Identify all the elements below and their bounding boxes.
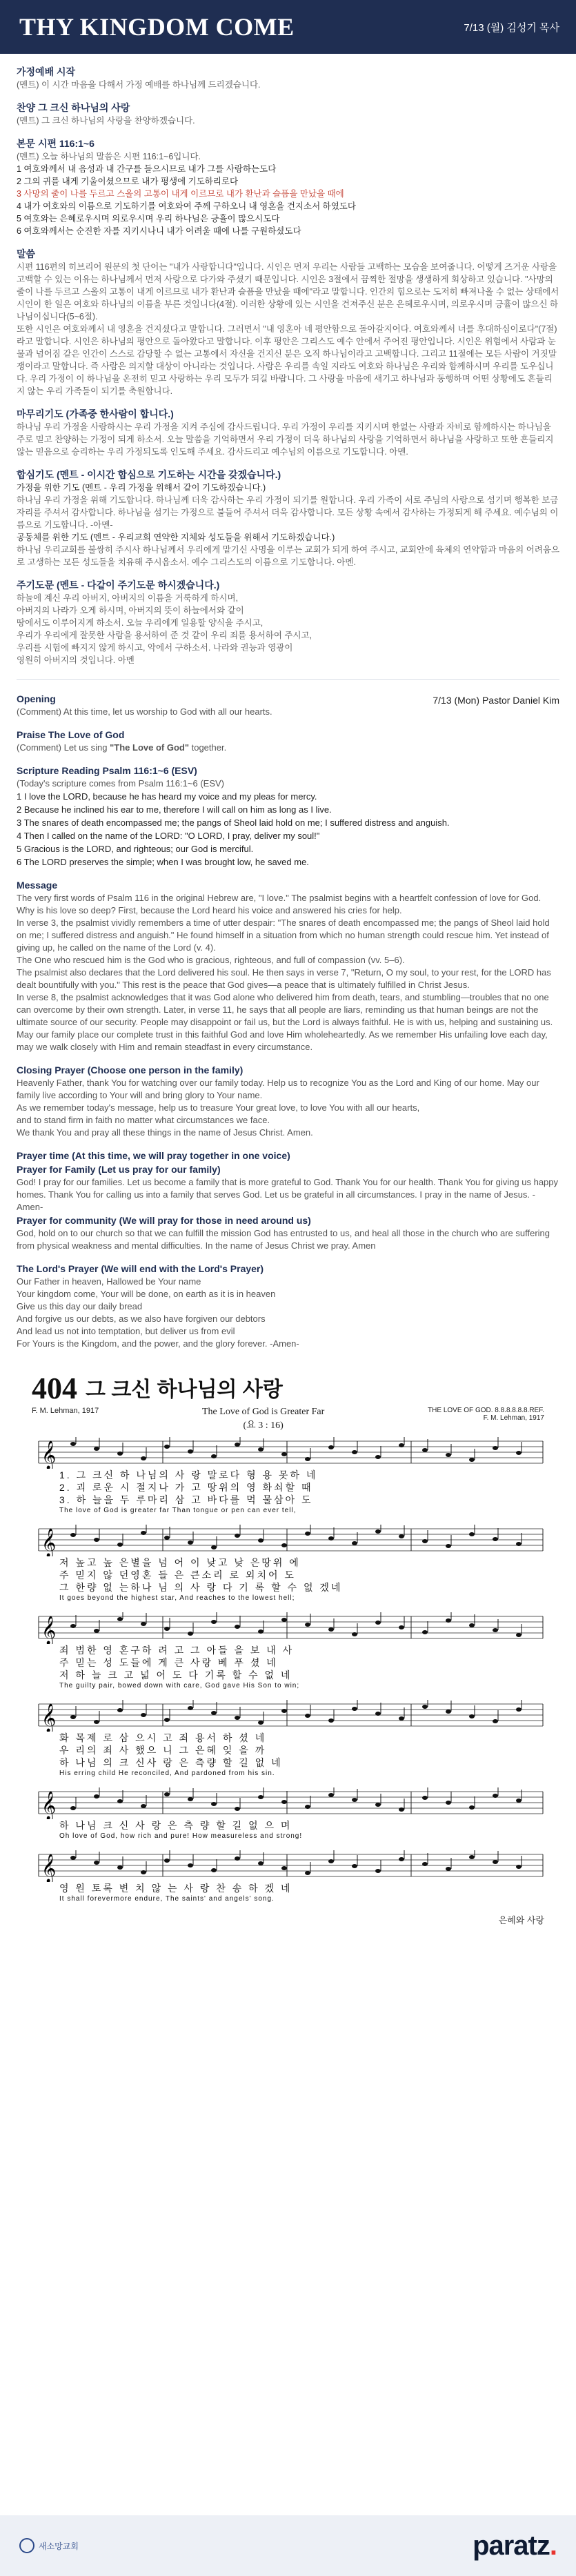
ko-verse: 1 여호와께서 내 음성과 내 간구를 들으시므로 내가 그를 사랑하는도다 bbox=[17, 164, 277, 174]
ko-lords-prayer-line: 영원히 아버지의 것입니다. 아멘 bbox=[17, 655, 135, 665]
music-staff bbox=[32, 1437, 546, 1469]
ko-closing bbox=[17, 407, 559, 458]
en-message-para: The One who rescued him is the God who is gracious, righteous, and full of compassion (vv. 5–6). bbox=[17, 955, 405, 965]
en-closing-line: and to stand firm in faith no matter what circumstances we face. bbox=[17, 1115, 270, 1125]
note-head bbox=[164, 1536, 170, 1540]
note-head bbox=[188, 1540, 193, 1545]
en-closing-line: Heavenly Father, thank You for watching over our family today. Help us to recognize You as the Lord and King of our home. May our family live according to Your will and bring glory to Your name. bbox=[17, 1078, 539, 1100]
note-head bbox=[235, 1716, 240, 1720]
content bbox=[0, 54, 576, 1926]
note-head bbox=[164, 1627, 170, 1631]
church-name: 새소망교회 bbox=[39, 2541, 79, 2551]
en-lords-prayer-heading: The Lord's Prayer (We will end with the Lord's Prayer) bbox=[17, 1263, 264, 1274]
note-head bbox=[328, 1859, 334, 1863]
note-head bbox=[281, 1618, 287, 1622]
note-head bbox=[422, 1539, 428, 1543]
ko-praise-heading: 찬양 그 크신 하나님의 사랑 bbox=[17, 102, 130, 113]
note-head bbox=[258, 1721, 264, 1725]
hymn-system bbox=[32, 1612, 544, 1690]
hymn-lyric-english: It goes beyond the highest star, And reaches to the lowest hell; bbox=[59, 1594, 295, 1602]
ko-praise-text: (멘트) 그 크신 하나님의 사랑을 찬양하겠습니다. bbox=[17, 116, 195, 126]
note-head bbox=[399, 1716, 404, 1721]
ko-prayer-time bbox=[17, 468, 559, 568]
note-head bbox=[375, 1803, 381, 1807]
treble-clef-icon: 𝄞 bbox=[41, 1616, 57, 1644]
en-message-para: The very first words of Psalm 116 in the original Hebrew are, "I love." The psalmist begins with a heartfelt confession of love for God. Why is his love so deep? First, because the Lord heard his voice and answered his cries for help. bbox=[17, 893, 542, 915]
hymn-subheader bbox=[32, 1407, 544, 1431]
note-head bbox=[141, 1804, 146, 1808]
hymn-lyric-korean: 화 목제 로 삼 으시 고 죄 용서 하 셨 네 bbox=[59, 1732, 267, 1743]
note-head bbox=[446, 1710, 451, 1714]
note-head bbox=[188, 1449, 193, 1454]
note-head bbox=[211, 1545, 217, 1549]
en-lords-prayer-line: For Yours is the Kingdom, and the power, and the glory forever. -Amen- bbox=[17, 1338, 299, 1349]
note-head bbox=[516, 1451, 522, 1455]
ko-lords-prayer bbox=[17, 578, 559, 666]
en-verse: 5 Gracious is the LORD, and righteous; our God is merciful. bbox=[17, 844, 254, 854]
note-head bbox=[469, 1458, 475, 1462]
note-head bbox=[281, 1866, 287, 1870]
note-head bbox=[258, 1629, 264, 1634]
note-head bbox=[399, 1534, 404, 1538]
hymn-composer-right: THE LOVE OF GOD. 8.8.8.8.8.8.REF. F. M. Lehman, 1917 bbox=[428, 1407, 544, 1422]
en-closing-heading: Closing Prayer (Choose one person in the family) bbox=[17, 1064, 244, 1076]
note-head bbox=[141, 1713, 146, 1717]
en-praise-post: together. bbox=[189, 742, 227, 753]
hymn-system bbox=[32, 1850, 544, 1903]
note-head bbox=[422, 1862, 428, 1866]
ko-closing-text: 하나님 우리 가정을 사랑하시는 우리 가정을 지켜 주심에 감사드립니다. 우리 가정이 우리를 지키시며 한없는 사랑과 자비로 함께하시는 하나님을 주로 믿고 찬양하는 가정이 되게 하소서. 오늘 말씀을 기억하면서 우리 가정이 더욱 하나님의 사랑을 기억하면서 하나님을 사랑하고 또한 흔들리지 않는 믿음으로 승리하는 우리 가정되도록 인도해 주세요. 감사드리고 예수님의 이름으로 기도합니다. 아멘. bbox=[17, 422, 554, 457]
note-head bbox=[446, 1544, 451, 1548]
note-head bbox=[164, 1718, 170, 1722]
note-head bbox=[117, 1708, 123, 1712]
en-scripture-heading: Scripture Reading Psalm 116:1~6 (ESV) bbox=[17, 765, 197, 776]
note-head bbox=[94, 1447, 99, 1451]
note-head bbox=[141, 1870, 146, 1874]
ko-lords-prayer-line: 땅에서도 이루어지게 하소서. 오늘 우리에게 일용할 양식을 주시고, bbox=[17, 618, 264, 628]
hymn-number: 404 bbox=[32, 1371, 77, 1405]
en-opening bbox=[17, 692, 559, 718]
note-head bbox=[235, 1807, 240, 1811]
note-head bbox=[258, 1795, 264, 1799]
hymn-lyric-korean: 저 높고 높 은별을 넘 어 이 낮고 낮 은땅위 에 bbox=[59, 1557, 301, 1568]
note-head bbox=[141, 1456, 146, 1460]
note-head bbox=[94, 1861, 99, 1865]
note-head bbox=[117, 1543, 123, 1547]
en-verse-list bbox=[17, 790, 559, 869]
en-praise-heading: Praise The Love of God bbox=[17, 729, 125, 740]
church-logo bbox=[19, 2538, 79, 2553]
section-divider bbox=[17, 679, 559, 680]
en-lords-prayer-line: And lead us not into temptation, but deliver us from evil bbox=[17, 1326, 235, 1336]
ko-community-prayer-text: 하나님 우리교회를 불쌍히 주시사 하나님께서 우리에게 맡기신 사명을 이루는 교회가 되게 하여 주시고, 교회안에 육체의 연약함과 마음의 어려움으로 고생하는 모든 성도들을 치유해 주시옵소서. 예수 그리스도의 이름으로 기도합니다. 아멘. bbox=[17, 545, 560, 567]
note-head bbox=[493, 1719, 498, 1723]
note-head bbox=[164, 1445, 170, 1449]
note-head bbox=[446, 1867, 451, 1871]
en-praise-text bbox=[17, 742, 559, 754]
hymn-lyric-english: The love of God is greater far Than tongue or pen can ever tell, bbox=[59, 1507, 297, 1514]
note-head bbox=[211, 1620, 217, 1624]
note-head bbox=[70, 1856, 76, 1860]
note-head bbox=[305, 1457, 310, 1461]
note-head bbox=[117, 1617, 123, 1621]
ko-lords-prayer-line: 우리가 우리에게 잘못한 사람을 용서하여 준 것 같이 우리 죄를 용서하여 주시고, bbox=[17, 631, 312, 640]
note-head bbox=[305, 1714, 310, 1718]
hymn-ref: (요 3 : 16) bbox=[243, 1420, 284, 1431]
note-head bbox=[211, 1802, 217, 1806]
hymn-lyric-korean: 3. 하 늘을 두 루마리 삼 고 바다를 먹 물삼아 도 bbox=[59, 1494, 313, 1505]
note-head bbox=[493, 1628, 498, 1632]
en-praise-pre: (Comment) Let us sing bbox=[17, 742, 110, 753]
note-head bbox=[469, 1714, 475, 1718]
note-head bbox=[281, 1452, 287, 1456]
english-section bbox=[17, 692, 559, 1350]
brand-logo bbox=[473, 2530, 557, 2562]
treble-clef-icon: 𝄞 bbox=[41, 1792, 57, 1819]
note-head bbox=[281, 1543, 287, 1547]
ko-verse: 3 사망의 줄이 나를 두르고 스올의 고통이 내게 이르므로 내가 환난과 슬픔을 만났을 때에 bbox=[17, 189, 344, 199]
hymn-system bbox=[32, 1787, 544, 1841]
hymn-lyric-korean: 그 한량 없 는하나 님 의 사 랑 다 기 록 할 수 없 겠네 bbox=[59, 1582, 343, 1593]
note-head bbox=[328, 1536, 334, 1540]
ko-scripture bbox=[17, 137, 559, 237]
hymn-lyric-english: Oh love of God, how rich and pure! How measureless and strong! bbox=[59, 1832, 303, 1840]
ko-verse-list bbox=[17, 163, 559, 237]
hymn-lyric-english: It shall forevermore endure, The saints' and angels' song. bbox=[59, 1895, 275, 1903]
note-head bbox=[375, 1869, 381, 1873]
en-community-prayer-heading: Prayer for community (We will pray for those in need around us) bbox=[17, 1215, 311, 1226]
hymn-lyric-english: His erring child He reconciled, And pardoned from his sin. bbox=[59, 1770, 275, 1777]
treble-clef-icon: 𝄞 bbox=[41, 1441, 57, 1469]
brand-dot: . bbox=[549, 2530, 557, 2561]
note-head bbox=[117, 1452, 123, 1456]
note-head bbox=[141, 1622, 146, 1626]
en-community-prayer-text: God, hold on to our church so that we can fulfill the mission God has entrusted to us, and heal all those in the church who are suffering from physical weakness and mental difficulties. In the name of Jesus Christ we pray. Amen bbox=[17, 1228, 550, 1251]
en-scripture bbox=[17, 764, 559, 869]
hymn-lyric-korean: 우 리의 죄 사 했으 니 그 은혜 잊 을 까 bbox=[59, 1745, 267, 1756]
hymn-score bbox=[32, 1437, 544, 1903]
en-praise-song: "The Love of God" bbox=[110, 742, 189, 753]
hymn-lyric-korean: 영 원 토록 변 치 않 는 사 랑 찬 송 하 겠 네 bbox=[59, 1883, 292, 1894]
page-title: THY KINGDOM COME bbox=[19, 13, 295, 41]
note-head bbox=[375, 1712, 381, 1716]
ko-message-para: 시편 116편의 히브리어 원문의 첫 단어는 "내가 사랑합니다"입니다. 시인은 먼저 우리는 사람들 고백하는 모습을 보여줍니다. 어떻게 즈거운 사랑을 고백할 수 있는 이유는 하나님께서 먼저 사랑으로 다가와 주셨기 때문입니다. 시인은 3절에서 끔찍한 절망을 생생하게 회상하고 있습니다. "사망의 줄이 나를 두르고 스올의 고통이 내게 이르므로 내가 환난과 슬픔을 만났을 때에"라고 말합니다. 인간의 힘으로는 도저히 빠져나올 수 없는 상태에서 시인이 한 일은 여호와 하나님의 이름을 부른 것입니다(4절). 이러한 상황에 있는 시인을 건져주신 분은 은혜로우시며, 의로우시며 긍휼이 많으신 하나님이십니다(5~6절). bbox=[17, 262, 559, 321]
en-message-para: In verse 3, the psalmist vividly remembers a time of utter despair: "The snares of death encompassed me; the pangs of Sheol laid hold on me; I suffered distress and anguish." He found himself in a situation from which no human strength could rescue him. Yet instead of giving up, he called on the name of the Lord (v. 4). bbox=[17, 918, 550, 953]
en-lords-prayer-line: Your kingdom come, Your will be done, on earth as it is in heaven bbox=[17, 1289, 276, 1299]
note-head bbox=[375, 1621, 381, 1625]
note-head bbox=[469, 1623, 475, 1627]
en-message bbox=[17, 878, 559, 1053]
hymn-sheet bbox=[17, 1371, 559, 1926]
note-head bbox=[70, 1806, 76, 1810]
note-head bbox=[352, 1450, 357, 1454]
hymn-subtitle: The Love of God is Greater Far bbox=[202, 1407, 325, 1417]
header-date: 7/13 (월) 김성기 목사 bbox=[464, 21, 559, 34]
hymn-lyric-korean: 주 믿지 않 던영혼 들 은 큰소리 로 외치어 도 bbox=[59, 1569, 296, 1581]
note-head bbox=[516, 1865, 522, 1869]
ko-lords-prayer-heading: 주기도문 (멘트 - 다같이 주기도문 하시겠습니다.) bbox=[17, 579, 220, 591]
music-staff bbox=[32, 1700, 546, 1732]
note-head bbox=[188, 1632, 193, 1636]
note-head bbox=[446, 1801, 451, 1805]
treble-clef-icon: 𝄞 bbox=[41, 1854, 57, 1882]
ko-message bbox=[17, 247, 559, 397]
note-head bbox=[422, 1630, 428, 1634]
hymn-lyric-korean: 2. 괴 로운 시 절지나 가 고 땅위의 영 화쇠할 때 bbox=[59, 1482, 313, 1493]
ko-message-heading: 말씀 bbox=[17, 248, 36, 259]
note-head bbox=[281, 1709, 287, 1713]
hymn-composer-left: F. M. Lehman, 1917 bbox=[32, 1407, 99, 1415]
hymn-lyric-english: The guilty pair, bowed down with care, God gave His Son to win; bbox=[59, 1682, 300, 1690]
note-head bbox=[258, 1538, 264, 1543]
en-closing-line: As we remember today's message, help us to treasure Your great love, to love You with all our hearts, bbox=[17, 1102, 420, 1113]
note-head bbox=[516, 1633, 522, 1637]
header-bar bbox=[0, 0, 576, 54]
note-head bbox=[328, 1445, 334, 1449]
ko-prayer-heading: 합심기도 (멘트 - 이시간 합심으로 기도하는 시간을 갖겠습니다.) bbox=[17, 469, 281, 480]
ko-opening bbox=[17, 65, 559, 91]
hymn-lyric-korean: 1. 그 크신 하 나님의 사 랑 말로다 형 용 못하 네 bbox=[59, 1469, 318, 1480]
en-lords-prayer-line: Our Father in heaven, Hallowed be Your name bbox=[17, 1276, 201, 1287]
note-head bbox=[399, 1857, 404, 1861]
note-head bbox=[305, 1532, 310, 1536]
en-message-para: May our family place our complete trust in this faithful God and love Him wholeheartedly. As we remember His unfailing love each day, may we walk closely with Him and remain steadfast in every circumstance. bbox=[17, 1029, 548, 1052]
note-head bbox=[469, 1532, 475, 1536]
ko-scripture-text: (멘트) 오늘 하나님의 말씀은 시편 116:1~6입니다. bbox=[17, 152, 201, 161]
note-head bbox=[235, 1534, 240, 1538]
note-head bbox=[258, 1447, 264, 1452]
ko-message-para: 또한 시인은 여호와께서 내 영혼을 건지셨다고 말합니다. 그러면서 "내 영혼아 네 평안함으로 돌아갈지어다. 여호와께서 너를 후대하심이로다"(7절)라고 말합니다. 시인은 하나님의 평안으로 돌아왔다고 말합니다. 이후 평안은 그리스도 예수 안에서 주어진 평안입니다. 시인은 위험에서 사람과 눈물과 넘어짐 같은 인간이 스스로 감당할 수 없는 고통에서 자신을 건지신 분은 오직 하나님이라고 고백합니다. 그리고 11절에는 모든 사람이 거짓말쟁이라고 말합니다. 즉 사람은 의지할 대상이 아니라는 것입니다. 사람은 우리를 속일 지라도 여호와 하나님은 우리와 함께하시며 우리를 도우십니다. 우리 가정이 이 하나님을 온전히 믿고 사랑하는 우리 모두가 되길 바랍니다. 그 사랑을 마음에 새기고 하나님과 동행하며 어떤 상황에도 흔들리지 않는 우리 가족들이 되기를 축원합니다. bbox=[17, 324, 557, 396]
note-head bbox=[188, 1863, 193, 1867]
note-head bbox=[94, 1720, 99, 1724]
hymn-lyric-korean: 주 믿는 성 도들에 게 큰 사랑 베 푸 셨 네 bbox=[59, 1657, 278, 1668]
note-head bbox=[117, 1865, 123, 1870]
en-message-heading: Message bbox=[17, 880, 58, 891]
note-head bbox=[352, 1707, 357, 1711]
ko-verse: 6 여호와께서는 순진한 자를 지키시나니 내가 어려울 때에 나를 구원하셨도다 bbox=[17, 226, 301, 236]
note-head bbox=[375, 1529, 381, 1534]
ko-verse: 2 그의 귀를 내게 기울이셨으므로 내가 평생에 기도하리로다 bbox=[17, 177, 239, 186]
en-opening-text: (Comment) At this time, let us worship to God with all our hearts. bbox=[17, 706, 272, 717]
en-lords-prayer-line: And forgive us our debts, as we also have forgiven our debtors bbox=[17, 1314, 266, 1324]
ko-lords-prayer-line: 우리를 시험에 빠지지 않게 하시고, 악에서 구하소서. 나라와 권능과 영광이 bbox=[17, 643, 293, 653]
en-lords-prayer bbox=[17, 1262, 559, 1350]
note-head bbox=[352, 1632, 357, 1636]
hymn-footer: 은혜와 사랑 bbox=[498, 1915, 544, 1925]
note-head bbox=[422, 1796, 428, 1800]
en-message-para: In verse 8, the psalmist acknowledges that it was God alone who delivered him from death, tears, and stumbling—troubles that no one can overcome by their own strength. Later, in verse 11, he says that all people are liars, reminding us that human beings are not the ultimate source of our security. People may disappoint or fail us, but the Lord is always faithful. He is with us, helping and sustaining us. bbox=[17, 992, 553, 1027]
en-opening-row bbox=[17, 692, 559, 706]
note-head bbox=[493, 1537, 498, 1541]
en-prayer-heading: Prayer time (At this time, we will pray together in one voice) bbox=[17, 1150, 290, 1161]
ko-opening-heading: 가정예배 시작 bbox=[17, 66, 76, 77]
note-head bbox=[188, 1706, 193, 1710]
note-head bbox=[70, 1624, 76, 1628]
en-verse: 2 Because he inclined his ear to me, therefore I will call on him as long as I live. bbox=[17, 804, 332, 815]
note-head bbox=[305, 1805, 310, 1809]
note-head bbox=[446, 1453, 451, 1457]
note-head bbox=[305, 1871, 310, 1875]
hymn-system bbox=[32, 1700, 544, 1778]
ko-lords-prayer-line: 하늘에 계신 우리 아버지, 아버지의 이름을 거룩하게 하시며, bbox=[17, 593, 239, 603]
ko-praise bbox=[17, 101, 559, 127]
note-head bbox=[469, 1855, 475, 1859]
music-staff bbox=[32, 1850, 546, 1882]
note-head bbox=[70, 1715, 76, 1719]
note-head bbox=[352, 1864, 357, 1868]
brand-name: paratz bbox=[473, 2530, 550, 2561]
note-head bbox=[70, 1442, 76, 1446]
en-verse: 4 Then I called on the name of the LORD: "O LORD, I pray, deliver my soul!" bbox=[17, 831, 320, 841]
music-staff bbox=[32, 1787, 546, 1819]
note-head bbox=[352, 1798, 357, 1802]
note-head bbox=[516, 1707, 522, 1712]
note-head bbox=[399, 1807, 404, 1812]
note-head bbox=[516, 1542, 522, 1546]
note-head bbox=[305, 1623, 310, 1627]
note-head bbox=[422, 1448, 428, 1452]
en-verse: 6 The LORD preserves the simple; when I was brought low, he saved me. bbox=[17, 857, 309, 867]
note-head bbox=[235, 1856, 240, 1861]
en-verse: 3 The snares of death encompassed me; the pangs of Sheol laid hold on me; I suffered distress and anguish. bbox=[17, 818, 450, 828]
note-head bbox=[399, 1443, 404, 1447]
en-verse: 1 I love the LORD, because he has heard my voice and my pleas for mercy. bbox=[17, 791, 317, 802]
hymn-header bbox=[32, 1371, 544, 1405]
ko-verse: 4 내가 여호와의 이름으로 기도하기를 여호와여 주께 구하오니 내 영혼을 건지소서 하였도다 bbox=[17, 201, 356, 211]
ko-scripture-heading: 본문 시편 116:1~6 bbox=[17, 138, 95, 149]
ko-opening-text: (멘트) 이 시간 마음을 다해서 가정 예배를 하나님께 드리겠습니다. bbox=[17, 80, 261, 90]
note-head bbox=[493, 1860, 498, 1864]
hymn-lyric-korean: 저 하 늘 크 고 넓 어 도 다 기록 할 수 없 네 bbox=[59, 1670, 292, 1681]
note-head bbox=[328, 1718, 334, 1723]
en-scripture-text: (Today's scripture comes from Psalm 116:1~6 (ESV) bbox=[17, 778, 224, 789]
hymn-center bbox=[202, 1407, 324, 1431]
ko-family-prayer-text: 하나님 우리 가정을 위해 기도합니다. 하나님께 더욱 감사하는 우리 가정이 되기를 원합니다. 우리 가족이 서로 주님의 사랑으로 섬기며 행복한 보금자리를 주셔서 감사합니다. 하나님을 섬기는 가정으로 붙들어 주셔서 더욱 감사합니다. 모든 상황 속에서 감사하는 가정되게 해 주세요. 예수님의 이름으로 기도합니다. -아멘- bbox=[17, 495, 559, 530]
note-head bbox=[235, 1443, 240, 1447]
ko-closing-heading: 마무리기도 (가족중 한사람이 합니다.) bbox=[17, 408, 174, 419]
note-head bbox=[328, 1627, 334, 1632]
note-head bbox=[493, 1794, 498, 1798]
en-praise bbox=[17, 728, 559, 754]
note-head bbox=[469, 1805, 475, 1810]
note-head bbox=[164, 1859, 170, 1863]
note-head bbox=[188, 1797, 193, 1801]
hymn-system bbox=[32, 1525, 544, 1603]
note-head bbox=[70, 1533, 76, 1537]
hymn-lyric-korean: 하 나님 크 신 사 랑 은 측 량 할 길 없 으 며 bbox=[59, 1820, 292, 1831]
note-head bbox=[211, 1868, 217, 1872]
note-head bbox=[258, 1861, 264, 1865]
note-head bbox=[516, 1799, 522, 1803]
en-family-prayer-heading: Prayer for Family (Let us pray for our family) bbox=[17, 1164, 221, 1175]
note-head bbox=[94, 1538, 99, 1542]
footer-bar bbox=[0, 2515, 576, 2576]
church-emblem-icon bbox=[19, 2538, 34, 2553]
note-head bbox=[235, 1625, 240, 1629]
en-opening-heading: Opening bbox=[17, 693, 56, 704]
note-head bbox=[211, 1454, 217, 1458]
en-lords-prayer-line: Give us this day our daily bread bbox=[17, 1301, 143, 1311]
note-head bbox=[446, 1618, 451, 1623]
note-head bbox=[399, 1625, 404, 1629]
note-head bbox=[352, 1541, 357, 1545]
hymn-system bbox=[32, 1437, 544, 1515]
music-staff bbox=[32, 1525, 546, 1556]
note-head bbox=[94, 1794, 99, 1799]
hymn-title: 그 크신 하나님의 사랑 bbox=[86, 1378, 283, 1401]
ko-verse: 5 여호와는 은혜로우시며 의로우시며 우리 하나님은 긍휼이 많으시도다 bbox=[17, 214, 280, 224]
note-head bbox=[211, 1711, 217, 1715]
note-head bbox=[117, 1799, 123, 1803]
note-head bbox=[94, 1629, 99, 1633]
en-closing bbox=[17, 1063, 559, 1139]
note-head bbox=[164, 1792, 170, 1796]
en-message-para: The psalmist also declares that the Lord delivered his soul. He then says in verse 7, "Return, O my soul, to your rest, for the LORD has dealt bountifully with you." This rest is the peace that God gives—a peace that is ultimately fulfilled in Christ Jesus. bbox=[17, 967, 551, 990]
ko-family-prayer-heading: 가정을 위한 기도 (멘트 - 우리 가정을 위해서 같이 기도하겠습니다.) bbox=[17, 483, 266, 493]
music-staff bbox=[32, 1612, 546, 1644]
en-pastor-line: 7/13 (Mon) Pastor Daniel Kim bbox=[433, 695, 559, 706]
note-head bbox=[328, 1793, 334, 1797]
hymn-lyric-korean: 죄 범한 영 혼구하 려 고 그 아들 을 보 내 사 bbox=[59, 1645, 295, 1656]
note-head bbox=[493, 1446, 498, 1450]
hymn-lyric-korean: 하 나님 의 크 신사 랑 은 측량 할 길 없 네 bbox=[59, 1757, 283, 1768]
treble-clef-icon: 𝄞 bbox=[41, 1704, 57, 1732]
en-family-prayer-text: God! I pray for our families. Let us become a family that is more grateful to God. Thank You for our health. Thank You for giving us happy homes. Thank You for calling us into a family that serves God. Let us be grateful in all circumstances. I pray in the name of Jesus. -Amen- bbox=[17, 1177, 559, 1212]
note-head bbox=[422, 1705, 428, 1709]
note-head bbox=[375, 1455, 381, 1459]
note-head bbox=[141, 1531, 146, 1535]
ko-community-prayer-heading: 공동체를 위한 기도 (멘트 - 우리교회 연약한 지체와 성도들을 위해서 기도하겠습니다.) bbox=[17, 533, 335, 542]
note-head bbox=[281, 1800, 287, 1804]
ko-lords-prayer-line: 아버지의 나라가 오게 하시며, 아버지의 뜻이 하늘에서와 같이 bbox=[17, 606, 244, 615]
en-closing-line: We thank You and pray all these things in the name of Jesus Christ. Amen. bbox=[17, 1127, 313, 1138]
en-prayer-time bbox=[17, 1149, 559, 1252]
treble-clef-icon: 𝄞 bbox=[41, 1529, 57, 1556]
